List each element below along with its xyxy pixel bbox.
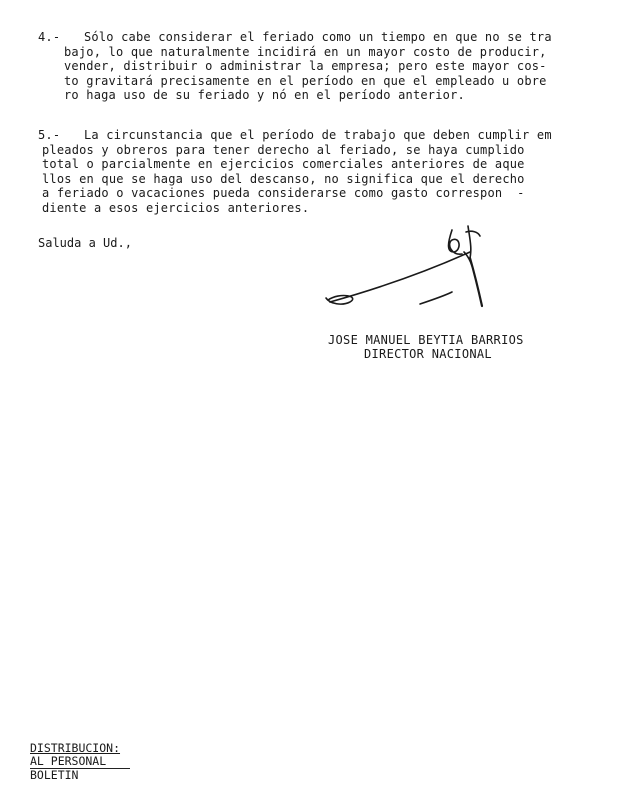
- paragraph-line: ro haga uso de su feriado y nó en el período anterior.: [64, 88, 465, 103]
- paragraph-line: pleados y obreros para tener derecho al feriado, se haya cumplido: [42, 142, 525, 157]
- closing-salutation: Saluda a Ud.,: [38, 236, 132, 250]
- paragraph-line: La circunstancia que el período de trabajo que deben cumplir em: [84, 128, 552, 142]
- paragraph-4: [38, 30, 628, 103]
- paragraph-number: 5.-: [38, 128, 61, 142]
- paragraph-line: to gravitará precisamente en el período en que el empleado u obre: [64, 73, 547, 88]
- paragraph-line: diente a esos ejercicios anteriores.: [42, 200, 310, 215]
- paragraph-number: 4.-: [38, 30, 61, 44]
- paragraph-line: Sólo cabe considerar el feriado como un tiempo en que no se tra: [84, 30, 552, 44]
- distribution-item: AL PERSONAL: [30, 753, 107, 768]
- handwritten-signature: [320, 222, 500, 314]
- paragraph-line: vender, distribuir o administrar la empresa; pero este mayor cos-: [64, 59, 547, 74]
- distribution-block: [30, 742, 130, 782]
- signatory-name: JOSE MANUEL BEYTIA BARRIOS: [328, 333, 524, 347]
- paragraph-line: bajo, lo que naturalmente incidirá en un mayor costo de producir,: [64, 44, 547, 59]
- paragraph-line: a feriado o vacaciones pueda considerarse como gasto correspon -: [42, 186, 525, 201]
- signatory-title: DIRECTOR NACIONAL: [364, 347, 492, 361]
- paragraph-line: llos en que se haga uso del descanso, no significa que el derecho: [42, 171, 525, 186]
- paragraph-5: [38, 128, 628, 216]
- distribution-item: BOLETIN: [30, 768, 79, 782]
- paragraph-line: total o parcialmente en ejercicios comerciales anteriores de aque: [42, 157, 525, 172]
- distribution-heading: DISTRIBUCION:: [30, 741, 121, 755]
